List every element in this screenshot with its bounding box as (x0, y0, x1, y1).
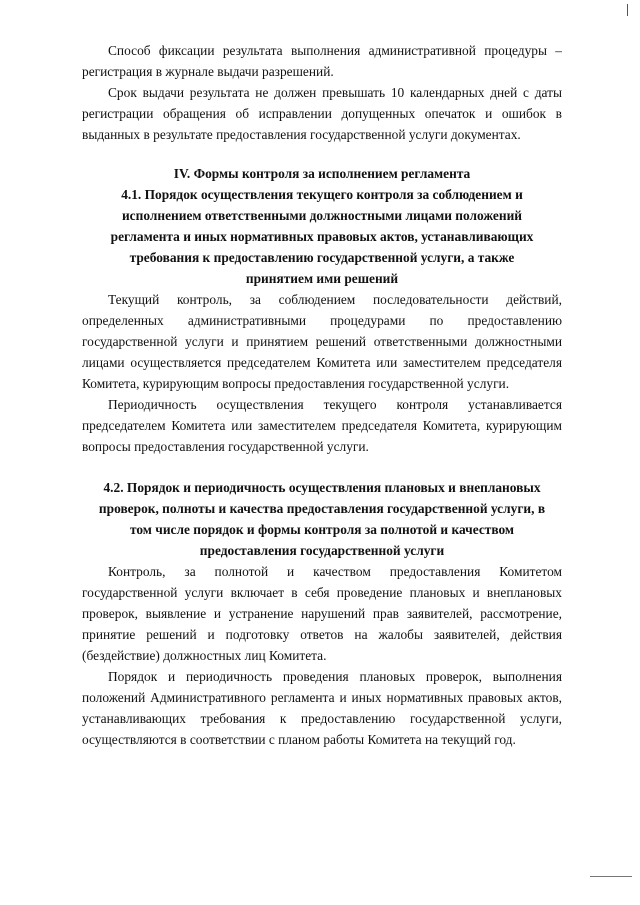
section-4-title: IV. Формы контроля за исполнением регламента (173, 166, 471, 181)
paragraph-quality-control: Контроль, за полнотой и качеством предоставления Комитетом государственной услуги включает в себя проведение плановых и внеплановых проверок, выявление и устранение нарушений прав заявителей, рассмотрение, принятие решений и подготовку ответов на жалобы заявителей, действия (бездействие) должностных лиц Комитета. (82, 564, 562, 663)
paragraph-current-control: Текущий контроль, за соблюдением последовательности действий, определенных административными процедурами по предоставлению государственной услуги и принятием решений ответственными должностными лицами осуществляется председателем Комитета или заместителем председателя Комитета, курирующим вопросы предоставления государственной услуги. (82, 292, 562, 391)
footer-divider (590, 876, 632, 877)
subsection-4-1-title: 4.1. Порядок осуществления текущего контроля за соблюдением и исполнением ответственными должностными лицами положений регламента и иных нормативных правовых актов, устанавливающих требования к предоставлению государственной услуги, а также принятием ими решений (110, 187, 534, 286)
scan-margin-mark (627, 4, 628, 16)
paragraph-control-periodicity: Периодичность осуществления текущего контроля устанавливается председателем Комитета или заместителем председателя Комитета, курирующим вопросы предоставления государственной услуги. (82, 397, 562, 454)
paragraph-issue-deadline: Срок выдачи результата не должен превышать 10 календарных дней с даты регистрации обращения об исправлении допущенных опечаток и ошибок в выданных в результате предоставления государственной услуги документах. (82, 85, 562, 142)
paragraph-planned-inspections: Порядок и периодичность проведения плановых проверок, выполнения положений Административного регламента и иных нормативных правовых актов, устанавливающих требования к предоставлению государственной услуги, осуществляются в соответствии с планом работы Комитета на текущий год. (82, 669, 562, 747)
document-body (82, 40, 562, 750)
subsection-4-2-title: 4.2. Порядок и периодичность осуществления плановых и внеплановых проверок, полноты и качества предоставления государственной услуги, в том числе порядок и формы контроля за полнотой и качеством предоставления государственной услуги (98, 480, 546, 558)
paragraph-fixation-method: Способ фиксации результата выполнения административной процедуры – регистрация в журнале выдачи разрешений. (82, 43, 562, 79)
